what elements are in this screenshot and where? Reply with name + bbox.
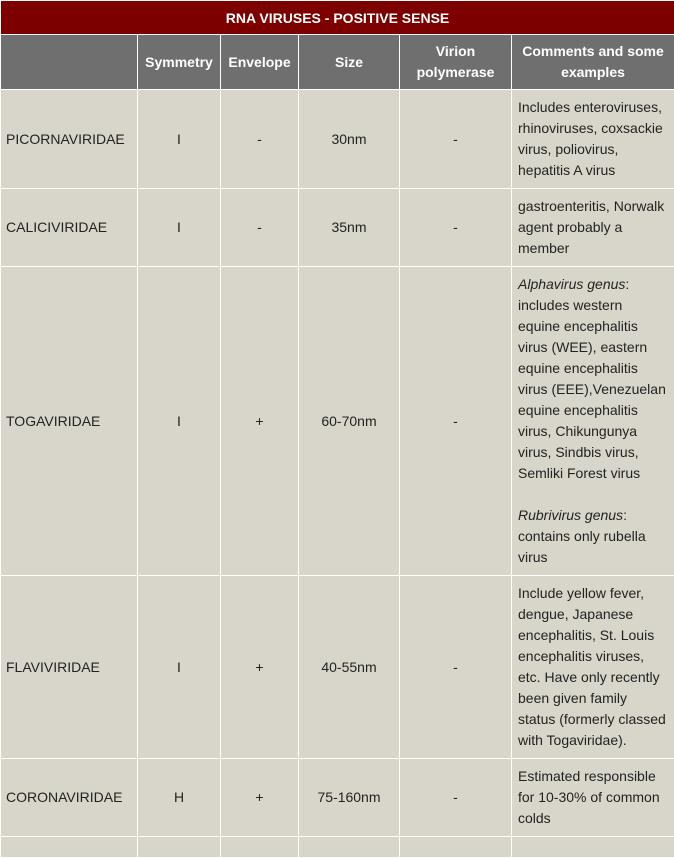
empty-cell: [1, 837, 138, 858]
empty-cell: [221, 837, 299, 858]
envelope-cell: -: [221, 90, 299, 189]
envelope-cell: +: [221, 759, 299, 837]
family-cell: CALICIVIRIDAE: [1, 189, 138, 267]
family-cell: FLAVIVIRIDAE: [1, 576, 138, 759]
polymerase-cell: -: [400, 576, 512, 759]
comment-cell: Estimated responsible for 10-30% of common colds: [512, 759, 674, 837]
size-cell: 60-70nm: [299, 267, 400, 576]
polymerase-cell: -: [400, 90, 512, 189]
comment-cell: [512, 267, 674, 576]
envelope-cell: +: [221, 267, 299, 576]
symmetry-cell: I: [138, 90, 221, 189]
header-symmetry: Symmetry: [138, 35, 221, 90]
header-family: [1, 35, 138, 90]
symmetry-cell: I: [138, 189, 221, 267]
family-cell: TOGAVIRIDAE: [1, 267, 138, 576]
symmetry-cell: I: [138, 267, 221, 576]
size-cell: 30nm: [299, 90, 400, 189]
family-cell: CORONAVIRIDAE: [1, 759, 138, 837]
header-comments: Comments and some examples: [512, 35, 674, 90]
comment-cell: Includes enteroviruses, rhinoviruses, coxsackie virus, poliovirus, hepatitis A virus: [512, 90, 674, 189]
header-size: Size: [299, 35, 400, 90]
polymerase-cell: -: [400, 189, 512, 267]
size-cell: 40-55nm: [299, 576, 400, 759]
polymerase-cell: -: [400, 267, 512, 576]
table-row-togaviridae: [1, 267, 674, 576]
table-row-coronaviridae: [1, 759, 674, 837]
genus-name: Alphavirus genus: [518, 276, 625, 292]
header-row: [1, 35, 674, 90]
symmetry-cell: H: [138, 759, 221, 837]
symmetry-cell: I: [138, 576, 221, 759]
comment-cell: Include yellow fever, dengue, Japanese encephalitis, St. Louis encephalitis viruses, etc. Have only recently been given family status (formerly classed with Togaviridae).: [512, 576, 674, 759]
paragraph-gap: [518, 484, 668, 505]
envelope-cell: +: [221, 576, 299, 759]
empty-cell: [400, 837, 512, 858]
size-cell: 35nm: [299, 189, 400, 267]
table-title-row: [1, 1, 674, 35]
header-envelope: Envelope: [221, 35, 299, 90]
size-cell: 75-160nm: [299, 759, 400, 837]
table-title: RNA VIRUSES - POSITIVE SENSE: [1, 1, 674, 35]
envelope-cell: -: [221, 189, 299, 267]
comment-cell: gastroenteritis, Norwalk agent probably a member: [512, 189, 674, 267]
family-cell: PICORNAVIRIDAE: [1, 90, 138, 189]
polymerase-cell: -: [400, 759, 512, 837]
table-row-flaviviridae: [1, 576, 674, 759]
empty-cell: [512, 837, 674, 858]
table-row-cutoff: [1, 837, 674, 858]
empty-cell: [138, 837, 221, 858]
table-row-caliciviridae: [1, 189, 674, 267]
table-row-picornaviridae: [1, 90, 674, 189]
genus-name: Rubrivirus genus: [518, 507, 623, 523]
genus-description: : includes western equine encephalitis virus (WEE), eastern equine encephalitis virus (EEE),Venezuelan equine encephalitis virus, Chikungunya virus, Sindbis virus, Semliki Forest virus: [518, 276, 666, 481]
genus-description: : contains only rubella virus: [518, 507, 646, 565]
header-polymerase: Virion polymerase: [400, 35, 512, 90]
empty-cell: [299, 837, 400, 858]
